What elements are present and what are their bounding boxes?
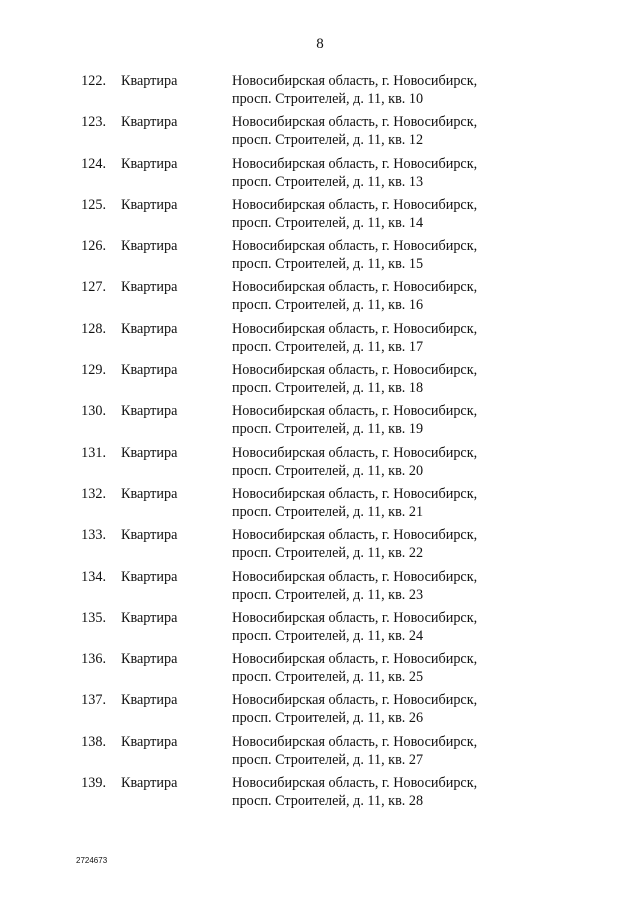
item-number: 126. (81, 238, 106, 255)
item-number: 138. (81, 733, 106, 750)
item-type: Квартира (121, 362, 178, 379)
item-number: 132. (81, 485, 106, 502)
address-line-2: просп. Строителей, д. 11, кв. 17 (232, 338, 424, 355)
address-line-1: Новосибирская область, г. Новосибирск, (232, 279, 478, 296)
item-address (232, 72, 522, 108)
address-line-2: просп. Строителей, д. 11, кв. 22 (232, 545, 424, 562)
address-line-2: просп. Строителей, д. 11, кв. 23 (232, 586, 424, 603)
address-line-2: просп. Строителей, д. 11, кв. 12 (232, 132, 424, 149)
address-line-2: просп. Строителей, д. 11, кв. 28 (232, 793, 424, 810)
list-item (0, 278, 640, 319)
item-address (232, 196, 522, 232)
address-line-1: Новосибирская область, г. Новосибирск, (232, 692, 478, 709)
address-line-1: Новосибирская область, г. Новосибирск, (232, 320, 478, 337)
list-item (0, 691, 640, 732)
address-line-1: Новосибирская область, г. Новосибирск, (232, 775, 478, 792)
address-line-1: Новосибирская область, г. Новосибирск, (232, 114, 478, 131)
address-line-1: Новосибирская область, г. Новосибирск, (232, 609, 478, 626)
item-address (232, 609, 522, 645)
item-type: Квартира (121, 238, 178, 255)
list-item (0, 774, 640, 815)
item-number: 130. (81, 403, 106, 420)
item-type: Квартира (121, 73, 178, 89)
item-type: Квартира (121, 114, 178, 131)
address-line-2: просп. Строителей, д. 11, кв. 26 (232, 710, 424, 727)
list-item (0, 72, 640, 113)
item-number: 125. (81, 196, 106, 213)
item-number: 128. (81, 320, 106, 337)
item-address (232, 650, 522, 686)
item-address (232, 526, 522, 562)
list-item (0, 237, 640, 278)
item-number: 134. (81, 568, 106, 585)
item-address (232, 113, 522, 149)
item-number: 123. (81, 114, 106, 131)
item-type: Квартира (121, 196, 178, 213)
item-type: Квартира (121, 320, 178, 337)
item-number: 139. (81, 775, 106, 792)
item-type: Квартира (121, 485, 178, 502)
list-item (0, 402, 640, 443)
list-item (0, 320, 640, 361)
address-line-1: Новосибирская область, г. Новосибирск, (232, 155, 478, 172)
item-type: Квартира (121, 775, 178, 792)
address-line-1: Новосибирская область, г. Новосибирск, (232, 238, 478, 255)
item-type: Квартира (121, 155, 178, 172)
item-address (232, 485, 522, 521)
address-line-1: Новосибирская область, г. Новосибирск, (232, 73, 478, 89)
address-line-2: просп. Строителей, д. 11, кв. 20 (232, 462, 424, 479)
address-line-2: просп. Строителей, д. 11, кв. 24 (232, 627, 424, 644)
address-line-1: Новосибирская область, г. Новосибирск, (232, 196, 478, 213)
list-item (0, 155, 640, 196)
item-type: Квартира (121, 444, 178, 461)
item-number: 124. (81, 155, 106, 172)
item-address (232, 774, 522, 810)
document-code: 2724673 (76, 856, 108, 865)
list-item (0, 444, 640, 485)
item-address (232, 320, 522, 356)
address-line-1: Новосибирская область, г. Новосибирск, (232, 733, 478, 750)
item-number: 136. (81, 651, 106, 668)
item-address (232, 733, 522, 769)
address-line-2: просп. Строителей, д. 11, кв. 25 (232, 669, 424, 686)
list-item (0, 733, 640, 774)
address-line-2: просп. Строителей, д. 11, кв. 21 (232, 503, 424, 520)
item-type: Квартира (121, 403, 178, 420)
item-number: 133. (81, 527, 106, 544)
item-type: Квартира (121, 568, 178, 585)
list-item (0, 609, 640, 650)
property-list (0, 72, 640, 815)
item-address (232, 361, 522, 397)
list-item (0, 196, 640, 237)
list-item (0, 113, 640, 154)
address-line-1: Новосибирская область, г. Новосибирск, (232, 485, 478, 502)
item-type: Квартира (121, 692, 178, 709)
address-line-2: просп. Строителей, д. 11, кв. 27 (232, 751, 424, 768)
item-type: Квартира (121, 279, 178, 296)
item-address (232, 402, 522, 438)
address-line-2: просп. Строителей, д. 11, кв. 13 (232, 173, 424, 190)
address-line-1: Новосибирская область, г. Новосибирск, (232, 651, 478, 668)
address-line-2: просп. Строителей, д. 11, кв. 14 (232, 214, 424, 231)
item-number: 122. (81, 73, 106, 89)
item-address (232, 278, 522, 314)
item-address (232, 568, 522, 604)
list-item (0, 361, 640, 402)
list-item (0, 526, 640, 567)
list-item (0, 568, 640, 609)
address-line-1: Новосибирская область, г. Новосибирск, (232, 527, 478, 544)
address-line-1: Новосибирская область, г. Новосибирск, (232, 444, 478, 461)
address-line-2: просп. Строителей, д. 11, кв. 15 (232, 256, 424, 273)
list-item (0, 485, 640, 526)
item-address (232, 237, 522, 273)
address-line-1: Новосибирская область, г. Новосибирск, (232, 568, 478, 585)
list-item (0, 650, 640, 691)
address-line-2: просп. Строителей, д. 11, кв. 18 (232, 380, 424, 397)
page-number: 8 (316, 36, 324, 52)
item-number: 131. (81, 444, 106, 461)
item-number: 129. (81, 362, 106, 379)
item-number: 135. (81, 609, 106, 626)
address-line-2: просп. Строителей, д. 11, кв. 10 (232, 91, 424, 107)
item-type: Квартира (121, 609, 178, 626)
item-address (232, 155, 522, 191)
address-line-2: просп. Строителей, д. 11, кв. 19 (232, 421, 424, 438)
address-line-1: Новосибирская область, г. Новосибирск, (232, 362, 478, 379)
item-number: 137. (81, 692, 106, 709)
item-address (232, 691, 522, 727)
item-type: Квартира (121, 733, 178, 750)
item-address (232, 444, 522, 480)
item-type: Квартира (121, 651, 178, 668)
item-type: Квартира (121, 527, 178, 544)
item-number: 127. (81, 279, 106, 296)
address-line-1: Новосибирская область, г. Новосибирск, (232, 403, 478, 420)
address-line-2: просп. Строителей, д. 11, кв. 16 (232, 297, 424, 314)
